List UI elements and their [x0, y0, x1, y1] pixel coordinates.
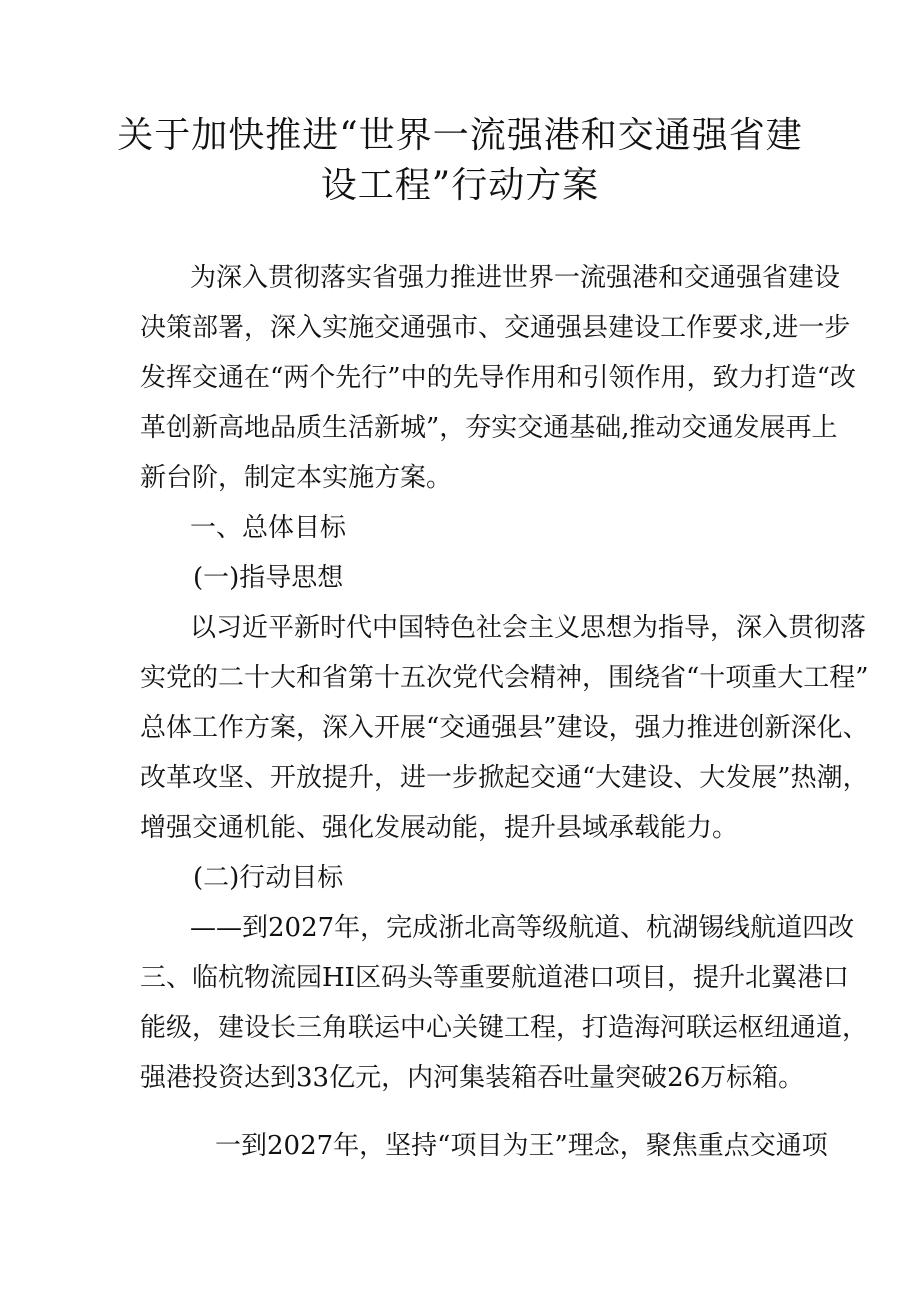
guiding-line-2: 实党的二十大和省第十五次党代会精神，围绕省“十项重大工程” — [140, 663, 869, 693]
goal-para1-line-1: ——到2027年，完成浙北高等级航道、杭湖锡线航道四改 — [190, 913, 855, 943]
document-title-line-2: 设工程”行动方案 — [320, 165, 600, 206]
guiding-line-3: 总体工作方案，深入开展“交通强县”建设，强力推进创新深化、 — [140, 713, 869, 743]
intro-line-3: 发挥交通在“两个先行”中的先导作用和引领作用，致力打造“改 — [140, 363, 856, 393]
subsection-2-heading: (二)行动目标 — [193, 863, 344, 893]
intro-line-2: 决策部署，深入实施交通强市、交通强县建设工作要求,进一步 — [140, 313, 851, 343]
intro-line-5: 新台阶，制定本实施方案。 — [140, 463, 453, 493]
section-1-heading: 一、总体目标 — [190, 513, 347, 543]
intro-line-4: 革创新高地品质生活新城”，夯实交通基础,推动交通发展再上 — [140, 413, 838, 443]
subsection-1-heading: (一)指导思想 — [193, 563, 344, 593]
document-title-line-1: 关于加快推进“世界一流强港和交通强省建 — [117, 115, 803, 156]
goal-para1-line-3: 能级，建设长三角联运中心关键工程，打造海河联运枢纽通道， — [140, 1013, 869, 1043]
guiding-line-1: 以习近平新时代中国特色社会主义思想为指导，深入贯彻落 — [190, 613, 867, 643]
goal-para1-line-4: 强港投资达到33亿元，内河集装箱吞吐量突破26万标箱。 — [140, 1063, 805, 1093]
guiding-line-5: 增强交通机能、强化发展动能，提升县域承载能力。 — [140, 813, 739, 843]
goal-para2-line-1: 一到2027年，坚持“项目为王”理念，聚焦重点交通项 — [215, 1131, 828, 1161]
goal-para1-line-2: 三、临杭物流园HI区码头等重要航道港口项目，提升北翼港口 — [140, 963, 849, 993]
guiding-line-4: 改革攻坚、开放提升，进一步掀起交通“大建设、大发展”热潮， — [140, 763, 869, 793]
intro-line-1: 为深入贯彻落实省强力推进世界一流强港和交通强省建设 — [190, 263, 841, 293]
